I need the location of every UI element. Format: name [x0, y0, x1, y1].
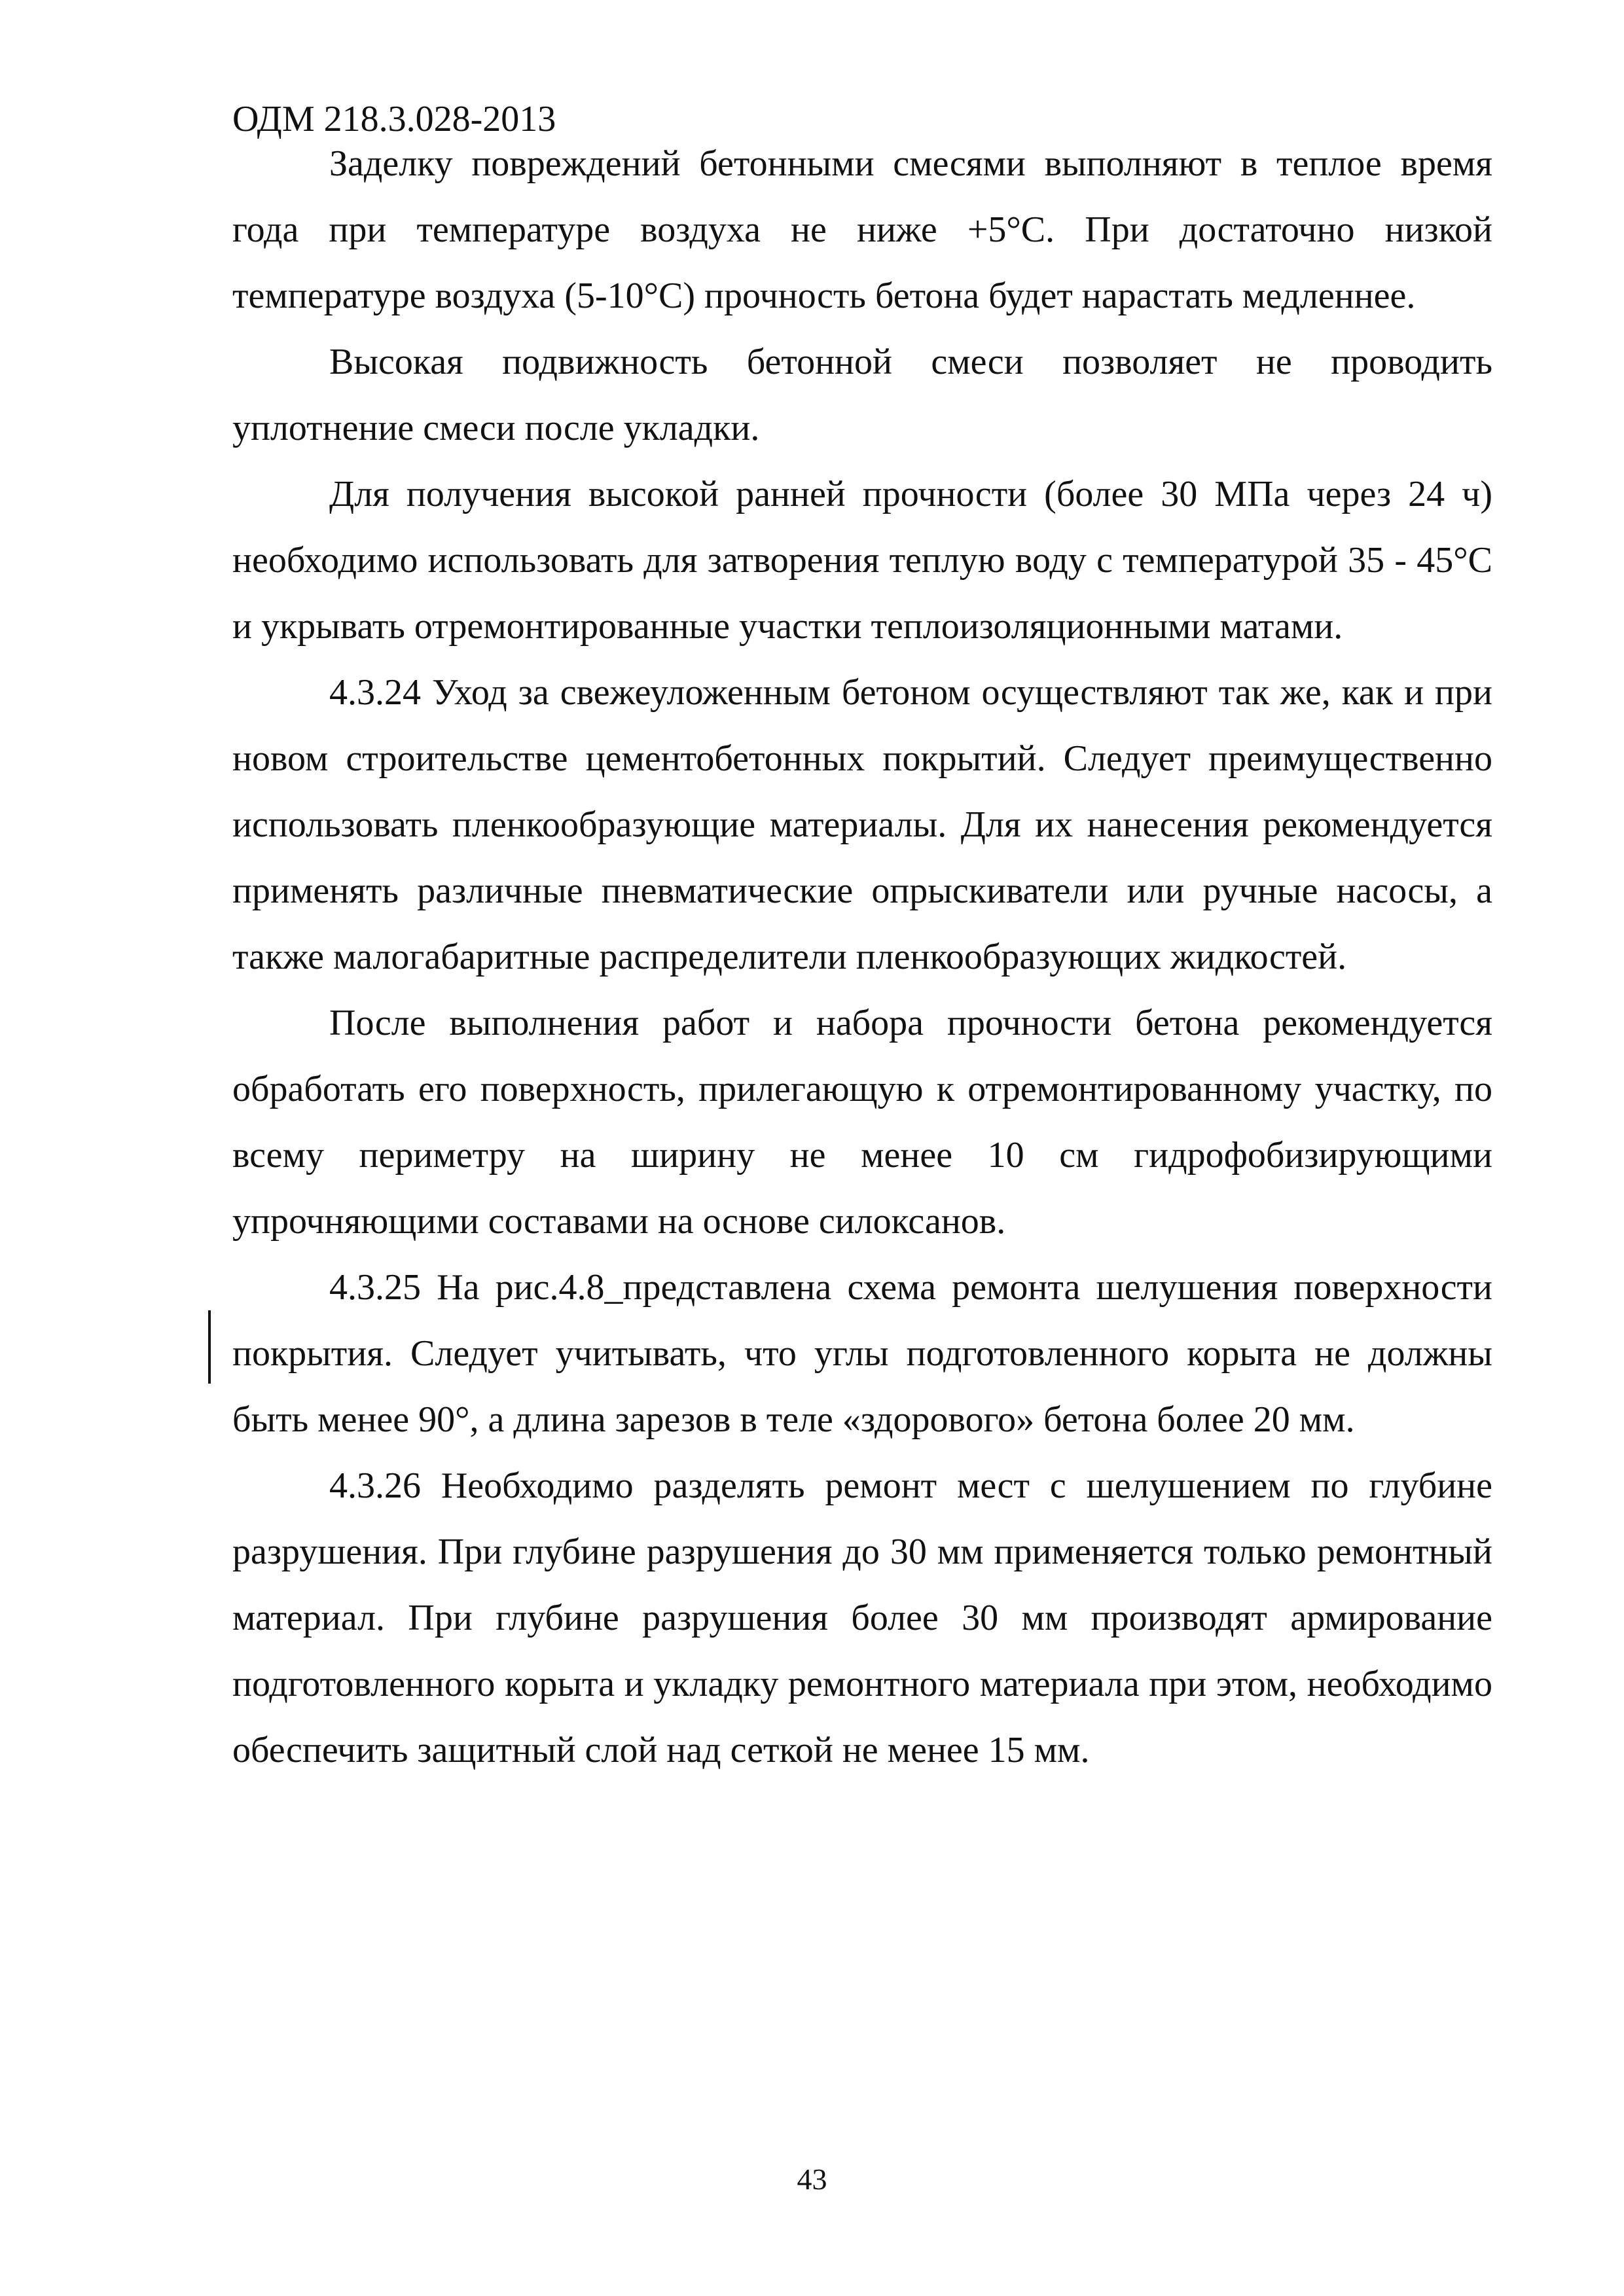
paragraph-surface-treatment: После выполнения работ и набора прочности бетона рекомендуется обработать его поверхность, прилегающую к отремонтированному участку, по всему периметру на ширину не менее 10 см гидрофобизирующими упрочняющими составами на основе силоксанов. [232, 1003, 1492, 1242]
paragraph-4-3-24-curing: 4.3.24 Уход за свежеуложенным бетоном осуществляют так же, как и при новом строительстве цементобетонных покрытий. Следует преимущественно использовать пленкообразующие материалы. Для их нанесения рекомендуется применять различные пневматические опрыскиватели или ручные насосы, а также малогабаритные распределители пленкообразующих жидкостей. [232, 672, 1492, 977]
paragraph-concrete-temperature: Заделку повреждений бетонными смесями выполняют в теплое время года при температуре воздуха не ниже +5°С. При достаточно низкой температуре воздуха (5-10°С) прочность бетона будет нарастать медленнее. [232, 143, 1492, 316]
paragraph-early-strength: Для получения высокой ранней прочности (более 30 МПа через 24 ч) необходимо использовать для затворения теплую воду с температурой 35 - 45°С и укрывать отремонтированные участки теплоизоляционными матами. [232, 474, 1492, 647]
document-code-header: ОДМ 218.3.028-2013 [232, 99, 556, 139]
revision-bar [208, 1310, 211, 1384]
paragraph-4-3-25-repair-scheme: 4.3.25 На рис.4.8_представлена схема ремонта шелушения поверхности покрытия. Следует учитывать, что углы подготовленного корыта не должны быть менее 90°, а длина зарезов в теле «здорового» бетона более 20 мм. [232, 1267, 1492, 1440]
document-body [232, 131, 1492, 1784]
paragraph-mix-mobility: Высокая подвижность бетонной смеси позволяет не проводить уплотнение смеси после укладки. [232, 342, 1492, 448]
paragraph-4-3-26-repair-depth: 4.3.26 Необходимо разделять ремонт мест с шелушением по глубине разрушения. При глубине разрушения до 30 мм применяется только ремонтный материал. При глубине разрушения более 30 мм производят армирование подготовленного корыта и укладку ремонтного материала при этом, необходимо обеспечить защитный слой над сеткой не менее 15 мм. [232, 1465, 1492, 1770]
page-number: 43 [797, 2162, 827, 2196]
